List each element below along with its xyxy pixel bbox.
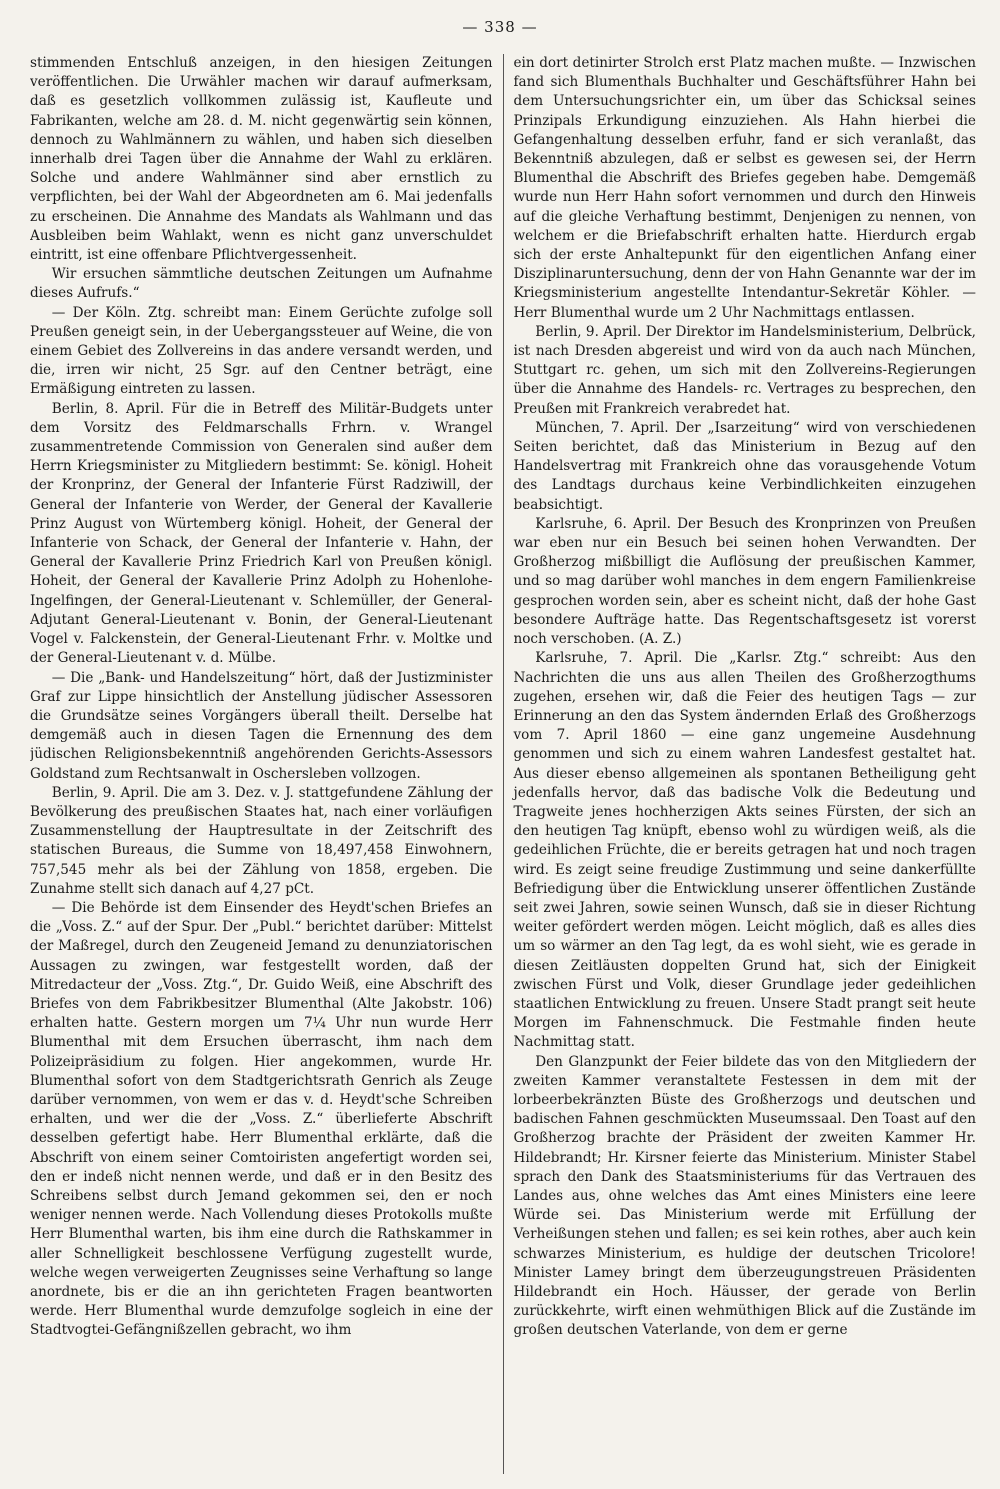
paragraph: Den Glanzpunkt der Feier bildete das von den Mitgliedern der zweiten Kammer veranstaltete Festessen in dem mit der lorbeerbekränzten Büste des Großherzogs und deutschen und badischen Fahnen geschmückten Museumssaal. Den Toast auf den Großherzog brachte der Präsident der zweiten Kammer Hr. Hildebrandt; Hr. Kirsner feierte das Ministerium. Minister Stabel sprach den Dank des Staatsministeriums für das Vertrauen des Landes aus, ohne welches das Amt eines Ministers eine leere Würde sei. Das Ministerium werde mit Erfüllung der Verheißungen stehen und fallen; es sei kein rothes, aber auch kein schwarzes Ministerium, es huldige der deutschen Tricolore! Minister Lamey bringt dem überzeugungstreuen Präsidenten Hildebrandt ein Hoch. Häusser, der gerade von Berlin zurückkehrte, wirft einen wehmüthigen Blick auf die Zustände im großen deutschen Vaterlande, von dem er gerne <box>513 1053 976 1339</box>
paragraph: Wir ersuchen sämmtliche deutschen Zeitungen um Aufnahme dieses Aufrufs.“ <box>30 266 493 302</box>
paragraph: Karlsruhe, 7. April. Die „Karlsr. Ztg.“ schreibt: Aus den Nachrichten die uns aus allen Theilen des Großherzogthums zugehen, ersehen wir, daß die Feier des heutigen Tags — zur Erinnerung an den das System ändernden Erlaß des Großherzogs vom 7. April 1860 — eine ganz ungemeine Ausdehnung genommen und sich zu einem wahren Landesfest gestaltet hat. Aus dieser ebenso allgemeinen als spontanen Betheiligung geht jedenfalls hervor, daß das badische Volk die Bedeutung und Tragweite jenes hochherzigen Akts seines Fürsten, der sich an den heutigen Tag knüpft, ebenso wohl zu würdigen weiß, als die gedeihlichen Früchte, die er bereits getragen hat und noch tragen wird. Es zeigt seine freudige Zustimmung und seine dankerfüllte Befriedigung über die Entwicklung unserer öffentlichen Zustände seit zwei Jahren, sowie seinen Wunsch, daß sie in dieser Richtung weiter gefördert werden mögen. Leicht möglich, daß es alles dies um so wärmer an den Tag legt, da es wohl sieht, wie es gerade in diesen Zeitläusten doppelten Grund hat, sich der Einigkeit zwischen Fürst und Volk, dieser Grundlage jeder gedeihlichen staatlichen Entwicklung zu freuen. Unsere Stadt prangt seit heute Morgen im Fahnenschmuck. Die Festmahle finden heute Nachmittag statt. <box>513 650 976 1051</box>
paragraph: Karlsruhe, 6. April. Der Besuch des Kronprinzen von Preußen war eben nur ein Besuch bei seinen hohen Verwandten. Der Großherzog mißbilligt die Auflösung der preußischen Kammer, und so mag darüber wohl manches in dem engern Familienkreise gesprochen worden sein, aber es scheint nicht, daß der hohe Gast besondere Aufträge hatte. Das Regentschaftsgesetz ist vorerst noch verschoben. (A. Z.) <box>513 515 976 648</box>
right-column <box>503 54 976 1474</box>
paragraph: München, 7. April. Der „Isarzeitung“ wird von verschiedenen Seiten berichtet, daß das Ministerium in Bezug auf den Handelsvertrag mit Frankreich ohne das vorausgehende Votum des Landtags durchaus keine Verbindlichkeiten einzugehen beabsichtigt. <box>513 419 976 513</box>
paragraph: Berlin, 9. April. Die am 3. Dez. v. J. stattgefundene Zählung der Bevölkerung des preußischen Staates hat, nach einer vorläufigen Zusammenstellung der Hauptresultate in der Zeitschrift des statischen Bureaus, die Summe von 18,497,458 Einwohnern, 757,545 mehr als bei der Zählung von 1858, ergeben. Die Zunahme stellt sich danach auf 4,27 pCt. <box>30 784 493 897</box>
page-number: — 338 — <box>462 18 538 36</box>
paragraph: ein dort detinirter Strolch erst Platz machen mußte. — Inzwischen fand sich Blumenthals Buchhalter und Geschäftsführer Hahn bei dem Untersuchungsrichter ein, um über das Schicksal seines Prinzipals Erkundigung einzuziehen. Als Hahn hierbei die Gefangenhaltung desselben erfuhr, fand er sich veranlaßt, das Bekenntniß abzulegen, daß er selbst es gewesen sei, der Herrn Blumenthal die Abschrift des Briefes gegeben habe. Demgemäß wurde nun Herr Hahn sofort vernommen und durch den Hinweis auf die gleiche Verhaftung bestimmt, Denjenigen zu nennen, von welchem er die Briefabschrift erhalten hatte. Hierdurch ergab sich der erste Anhaltepunkt für den eigentlichen Anfang einer Disziplinaruntersuchung, denn der von Hahn Genannte war der im Kriegsministerium angestellte Intendantur-Sekretär Köhler. — Herr Blumenthal wurde um 2 Uhr Nachmittags entlassen. <box>513 55 976 321</box>
paragraph: — Der Köln. Ztg. schreibt man: Einem Gerüchte zufolge soll Preußen geneigt sein, in der Uebergangssteuer auf Weine, die von einem Gebiet des Zollvereins in das andere versandt werden, und die, irren wir nicht, 25 Sgr. auf den Centner beträgt, eine Ermäßigung eintreten zu lassen. <box>30 304 493 398</box>
left-column <box>30 54 503 1474</box>
paragraph: — Die Behörde ist dem Einsender des Heydt'schen Briefes an die „Voss. Z.“ auf der Spur. Der „Publ.“ berichtet darüber: Mittelst der Maßregel, durch den Zeugeneid Jemand zu denunziatorischen Aussagen zu zwingen, war festgestellt worden, daß der Mitredacteur der „Voss. Ztg.“, Dr. Guido Weiß, eine Abschrift des Briefes von dem Fabrikbesitzer Blumenthal (Alte Jakobstr. 106) erhalten hatte. Gestern morgen um 7¼ Uhr nun wurde Herr Blumenthal mit dem Ersuchen überrascht, ihm nach dem Polizeipräsidium zu folgen. Hier angekommen, wurde Hr. Blumenthal sofort von dem Stadtgerichtsrath Genrich als Zeuge darüber vernommen, von wem er das v. d. Heydt'sche Schreiben erhalten, und wer die der „Voss. Z.“ überlieferte Abschrift desselben gefertigt habe. Herr Blumenthal erklärte, daß die Abschrift von einem seiner Comtoiristen angefertigt worden sei, den er indeß nicht nennen werde, und daß er in den Besitz des Schreibens selbst durch Jemand gekommen sei, den er noch weniger nennen werde. Nach Vollendung dieses Protokolls mußte Herr Blumenthal warten, bis ihm eine durch die Rathskammer in aller Schnelligkeit beschlossene Verfügung zugestellt wurde, welche wegen verweigerten Zeugnisses seine Verhaftung so lange anordnete, bis er die an ihn gerichteten Fragen beantworten werde. Herr Blumenthal wurde demzufolge sogleich in eine der Stadtvogtei-Gefängnißzellen gebracht, wo ihm <box>30 899 493 1339</box>
paragraph: Berlin, 9. April. Der Direktor im Handelsministerium, Delbrück, ist nach Dresden abgereist und wird von da auch nach München, Stuttgart rc. gehen, um sich mit den Zollvereins-Regierungen über die Annahme des Handels- rc. Vertrages zu besprechen, den Preußen mit Frankreich verabredet hat. <box>513 323 976 417</box>
paragraph: — Die „Bank- und Handelszeitung“ hört, daß der Justizminister Graf zur Lippe hinsichtlich der Anstellung jüdischer Assessoren die Grundsätze seines Vorgängers überall theilt. Derselbe hat demgemäß auch in diesen Tagen die Ernennung des dem jüdischen Religionsbekenntniß angehörenden Gerichts-Assessors Goldstand zum Rechtsanwalt in Oschersleben vollzogen. <box>30 669 493 782</box>
article-columns <box>30 54 976 1474</box>
paragraph: stimmenden Entschluß anzeigen, in den hiesigen Zeitungen veröffentlichen. Die Urwähler machen wir darauf aufmerksam, daß es gesetzlich vollkommen zulässig ist, Kaufleute und Fabrikanten, welche am 28. d. M. nicht gegenwärtig sein können, dennoch zu Wahlmännern zu wählen, und haben sich dieselben innerhalb drei Tagen über die Annahme der Wahl zu erklären. Solche und andere Wahlmänner sind aber ernstlich zu verpflichten, bei der Wahl der Abgeordneten am 6. Mai jedenfalls zu erscheinen. Die Annahme des Mandats als Wahlmann und das Ausbleiben beim Wahlakt, wenn es nicht ganz unverschuldet eintritt, ist eine offenbare Pflichtvergessenheit. <box>30 55 493 264</box>
paragraph: Berlin, 8. April. Für die in Betreff des Militär-Budgets unter dem Vorsitz des Feldmarschalls Frhrn. v. Wrangel zusammentretende Commission von Generalen sind außer dem Herrn Kriegsminister zu Mitgliedern bestimmt: Se. königl. Hoheit der Kronprinz, der General der Infanterie Fürst Radziwill, der General der Infanterie von Werder, der General der Kavallerie Prinz August von Würtemberg königl. Hoheit, der General der Infanterie von Schack, der General der Infanterie v. Hahn, der General der Kavallerie Prinz Friedrich Karl von Preußen königl. Hoheit, der General der Kavallerie Prinz Adolph zu Hohenlohe-Ingelfingen, der General-Lieutenant v. Schlemüller, der General-Adjutant General-Lieutenant v. Bonin, der General-Lieutenant Vogel v. Falckenstein, der General-Lieutenant Frhr. v. Moltke und der General-Lieutenant v. d. Mülbe. <box>30 400 493 667</box>
